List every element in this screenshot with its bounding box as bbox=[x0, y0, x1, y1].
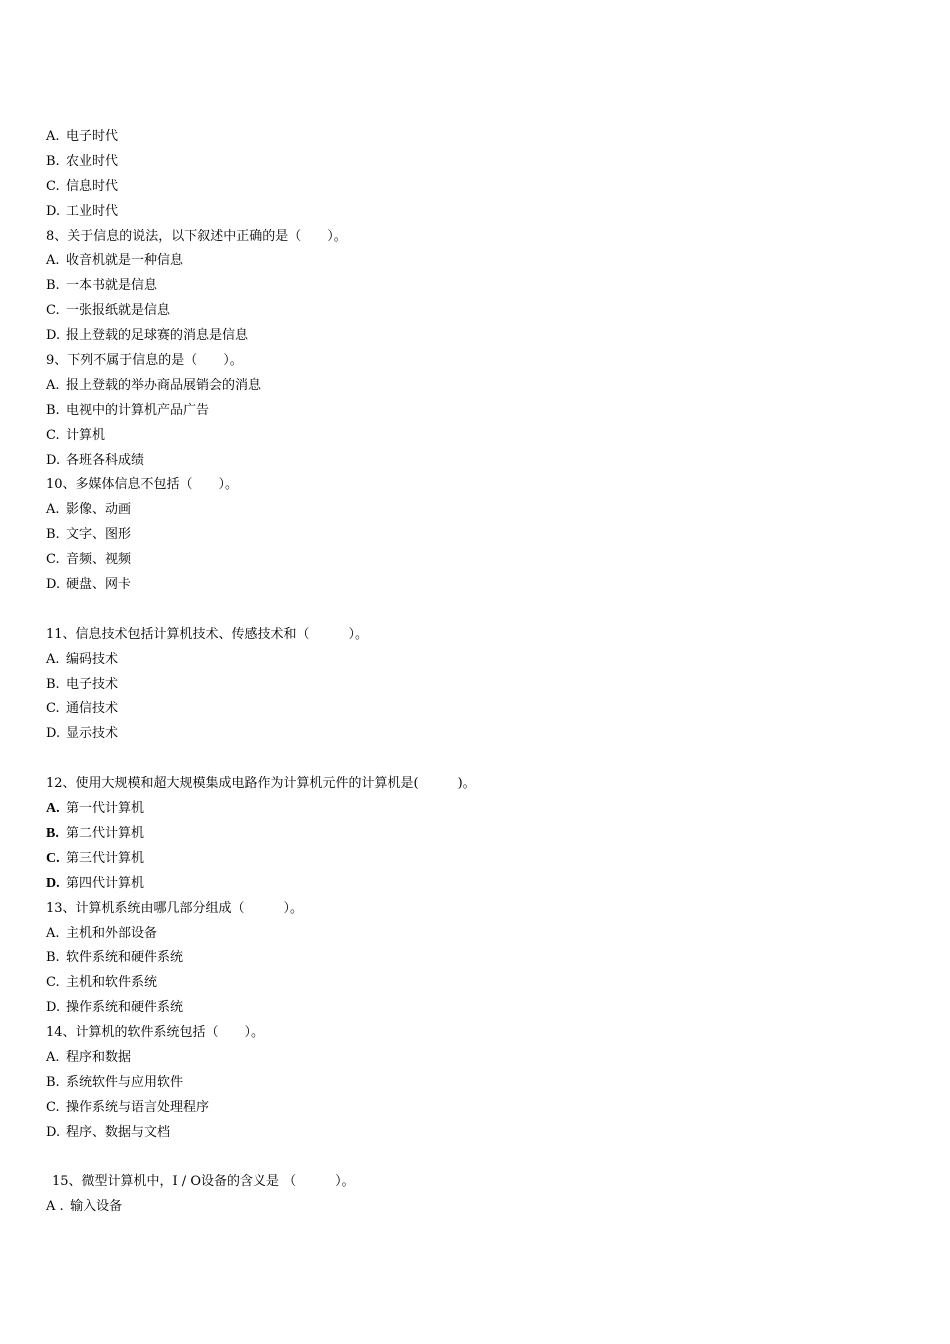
answer-option bbox=[46, 1195, 906, 1220]
option-text: 工业时代 bbox=[66, 203, 119, 219]
option-letter: D. bbox=[46, 203, 61, 219]
answer-option bbox=[46, 697, 906, 722]
answer-option bbox=[46, 673, 906, 698]
option-letter: A. bbox=[46, 801, 60, 817]
option-text: 程序和数据 bbox=[66, 1049, 132, 1065]
option-letter: C. bbox=[46, 178, 60, 194]
option-text: 电子技术 bbox=[66, 676, 119, 692]
option-letter: C. bbox=[46, 975, 60, 991]
option-text: 主机和外部设备 bbox=[66, 925, 158, 941]
question-stem: 11、信息技术包括计算机技术、传感技术和（ ）。 bbox=[46, 626, 369, 642]
blank-line bbox=[46, 598, 906, 623]
blank-line bbox=[46, 747, 906, 772]
option-text: 输入设备 bbox=[66, 1199, 123, 1215]
answer-option bbox=[46, 648, 906, 673]
option-letter: A. bbox=[46, 925, 60, 941]
answer-option bbox=[46, 175, 906, 200]
option-text: 电视中的计算机产品广告 bbox=[66, 402, 210, 418]
question-stem: 9、下列不属于信息的是（ ）。 bbox=[46, 353, 243, 369]
option-letter: A. bbox=[46, 129, 60, 144]
option-letter: A . bbox=[46, 1199, 64, 1215]
blank-line bbox=[46, 1146, 906, 1171]
answer-option bbox=[46, 797, 906, 822]
option-text: 操作系统和硬件系统 bbox=[66, 1000, 184, 1016]
answer-option bbox=[46, 573, 906, 598]
option-letter: D. bbox=[46, 1000, 61, 1016]
option-letter: C. bbox=[46, 427, 60, 443]
option-text: 一本书就是信息 bbox=[66, 278, 158, 294]
option-text: 第四代计算机 bbox=[66, 875, 145, 891]
option-text: 一张报纸就是信息 bbox=[66, 303, 171, 319]
option-letter: B. bbox=[46, 527, 60, 543]
answer-option bbox=[46, 946, 906, 971]
option-letter: D. bbox=[46, 452, 61, 468]
option-letter: A. bbox=[46, 1049, 60, 1065]
answer-option bbox=[46, 249, 906, 274]
document-page bbox=[46, 125, 906, 1220]
option-letter: C. bbox=[46, 1099, 60, 1115]
answer-option bbox=[46, 324, 906, 349]
answer-option bbox=[46, 498, 906, 523]
option-letter: A. bbox=[46, 377, 60, 393]
option-letter: A. bbox=[46, 502, 60, 518]
answer-option bbox=[46, 1096, 906, 1121]
option-letter: B. bbox=[46, 676, 60, 692]
answer-option bbox=[46, 523, 906, 548]
option-text: 程序、数据与文档 bbox=[66, 1124, 171, 1140]
option-text: 通信技术 bbox=[66, 701, 119, 717]
option-text: 硬盘、网卡 bbox=[66, 577, 132, 593]
option-letter: B. bbox=[46, 278, 60, 294]
question-stem: 10、多媒体信息不包括（ ）。 bbox=[46, 477, 239, 493]
answer-option bbox=[46, 200, 906, 225]
answer-option bbox=[46, 449, 906, 474]
answer-option bbox=[46, 548, 906, 573]
answer-option bbox=[46, 847, 906, 872]
answer-option bbox=[46, 1046, 906, 1071]
option-text: 文字、图形 bbox=[66, 527, 132, 543]
answer-option bbox=[46, 996, 906, 1021]
option-text: 音频、视频 bbox=[66, 552, 132, 568]
answer-option bbox=[46, 399, 906, 424]
option-text: 农业时代 bbox=[66, 153, 119, 169]
option-text: 第一代计算机 bbox=[66, 801, 145, 817]
question-stem: 8、关于信息的说法，以下叙述中正确的是（ ）。 bbox=[46, 228, 347, 244]
option-text: 电子时代 bbox=[66, 129, 119, 144]
option-letter: C. bbox=[46, 701, 60, 717]
option-text: 编码技术 bbox=[66, 651, 119, 667]
option-text: 操作系统与语言处理程序 bbox=[66, 1099, 210, 1115]
option-text: 信息时代 bbox=[66, 178, 119, 194]
answer-option bbox=[46, 374, 906, 399]
answer-option bbox=[46, 1071, 906, 1096]
option-letter: A. bbox=[46, 253, 60, 269]
option-text: 软件系统和硬件系统 bbox=[66, 950, 184, 966]
option-letter: D. bbox=[46, 875, 60, 891]
option-text: 第二代计算机 bbox=[66, 825, 145, 841]
option-letter: B. bbox=[46, 825, 59, 841]
option-letter: A. bbox=[46, 651, 60, 667]
option-letter: B. bbox=[46, 950, 60, 966]
answer-option bbox=[46, 872, 906, 897]
option-text: 各班各科成绩 bbox=[66, 452, 145, 468]
answer-option bbox=[46, 274, 906, 299]
answer-option bbox=[46, 722, 906, 747]
option-letter: D. bbox=[46, 1124, 61, 1140]
question-stem: 13、计算机系统由哪几部分组成（ ）。 bbox=[46, 900, 304, 916]
option-letter: D. bbox=[46, 726, 61, 742]
answer-option bbox=[46, 299, 906, 324]
question-stem: 12、使用大规模和超大规模集成电路作为计算机元件的计算机是( )。 bbox=[46, 776, 476, 792]
answer-option bbox=[46, 822, 906, 847]
option-text: 影像、动画 bbox=[66, 502, 132, 518]
option-letter: B. bbox=[46, 1074, 60, 1090]
option-letter: D. bbox=[46, 577, 61, 593]
option-letter: C. bbox=[46, 850, 60, 866]
question-stem: 15、微型计算机中，I / O设备的含义是 （ ）。 bbox=[52, 1174, 355, 1190]
answer-option bbox=[46, 922, 906, 947]
answer-option bbox=[46, 424, 906, 449]
option-text: 报上登载的举办商品展销会的消息 bbox=[66, 377, 262, 393]
answer-option bbox=[46, 125, 906, 150]
option-text: 显示技术 bbox=[66, 726, 119, 742]
option-letter: C. bbox=[46, 303, 60, 319]
option-letter: C. bbox=[46, 552, 60, 568]
question-stem: 14、计算机的软件系统包括（ ）。 bbox=[46, 1025, 265, 1041]
answer-option bbox=[46, 971, 906, 996]
option-text: 收音机就是一种信息 bbox=[66, 253, 184, 269]
answer-option bbox=[46, 1121, 906, 1146]
option-letter: B. bbox=[46, 402, 60, 418]
option-text: 系统软件与应用软件 bbox=[66, 1074, 184, 1090]
option-text: 第三代计算机 bbox=[66, 850, 145, 866]
option-text: 报上登载的足球赛的消息是信息 bbox=[66, 328, 249, 344]
option-text: 计算机 bbox=[66, 427, 106, 443]
answer-option bbox=[46, 150, 906, 175]
option-text: 主机和软件系统 bbox=[66, 975, 158, 991]
option-letter: B. bbox=[46, 153, 60, 169]
option-letter: D. bbox=[46, 328, 61, 344]
